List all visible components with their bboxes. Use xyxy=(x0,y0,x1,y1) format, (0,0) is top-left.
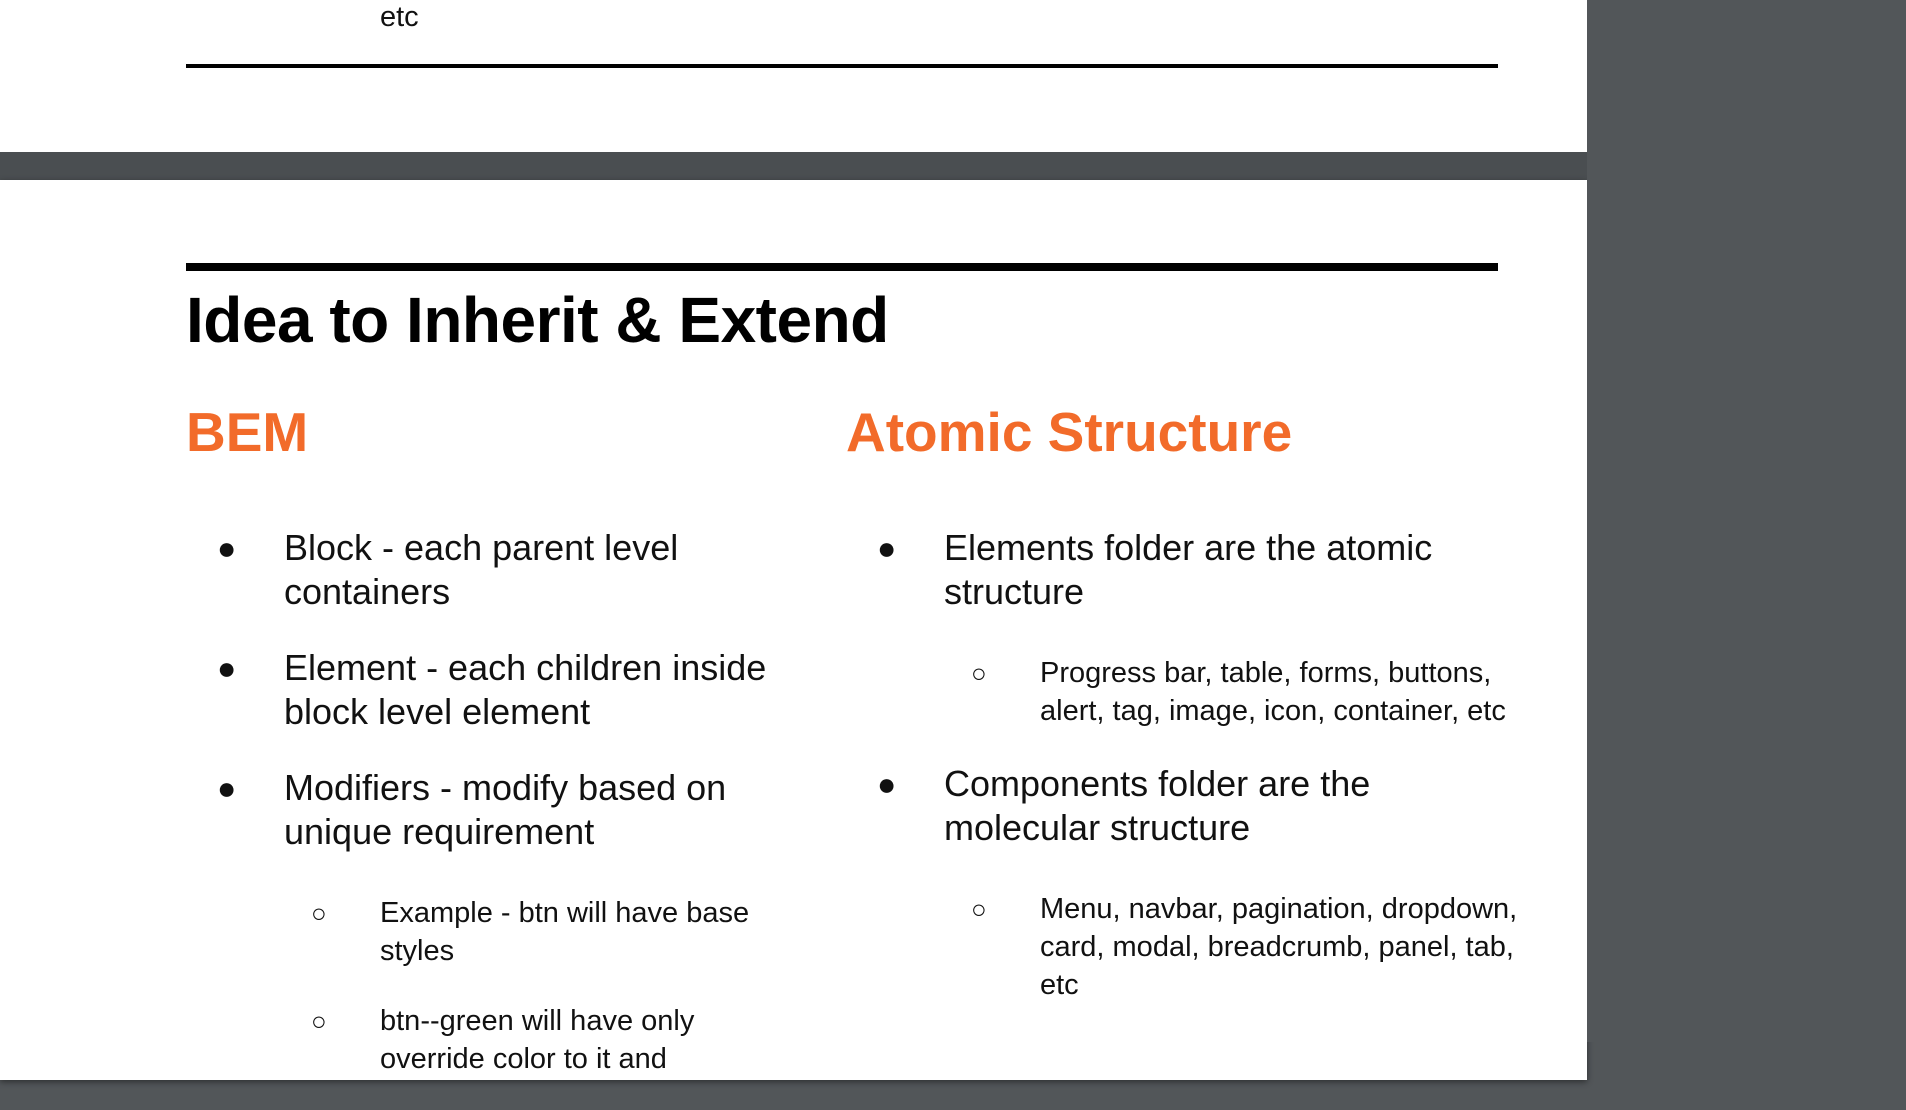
list-item-text: Modifiers - modify based on unique requirement xyxy=(284,767,727,852)
hollow-bullet-icon: ○ xyxy=(311,1006,327,1036)
list-item xyxy=(186,526,786,614)
sub-list-item xyxy=(942,890,1526,1004)
list-item xyxy=(186,646,786,734)
list-item xyxy=(846,526,1526,730)
hollow-bullet-icon: ○ xyxy=(311,898,327,928)
hollow-bullet-icon: ○ xyxy=(971,894,987,924)
bem-column xyxy=(186,400,786,1110)
sub-list-item xyxy=(942,654,1526,730)
list-item-text: Components folder are the molecular structure xyxy=(944,763,1371,848)
list-item-text: Element - each children inside block level element xyxy=(284,647,767,732)
bem-list xyxy=(186,526,786,1078)
sub-list-item-text: btn--green will have only override color to it and xyxy=(380,1005,695,1075)
sub-list-item-text: Progress bar, table, forms, buttons, alert, tag, image, icon, container, etc xyxy=(1040,657,1506,727)
sub-list-item xyxy=(282,894,786,970)
sub-list-item-text: Example - btn will have base styles xyxy=(380,897,750,967)
atomic-list xyxy=(846,526,1526,1004)
list-item xyxy=(846,762,1526,1004)
previous-page-text: etc xyxy=(380,1,419,33)
sub-list-item-text: Menu, navbar, pagination, dropdown, card, modal, breadcrumb, panel, tab, etc xyxy=(1040,893,1518,1001)
previous-page xyxy=(0,0,1587,152)
sub-list xyxy=(284,894,786,1078)
bullet-icon: ● xyxy=(217,650,237,686)
list-item-text: Block - each parent level containers xyxy=(284,527,679,612)
sub-list xyxy=(944,890,1526,1004)
viewer-background xyxy=(1587,0,1906,1042)
bullet-icon: ● xyxy=(217,530,237,566)
bem-heading: BEM xyxy=(186,401,309,463)
bullet-icon: ● xyxy=(877,530,897,566)
title-rule xyxy=(186,263,1498,271)
sub-list xyxy=(944,654,1526,730)
list-item xyxy=(186,766,786,1078)
sub-list-item xyxy=(282,1002,786,1078)
list-item-text: Elements folder are the atomic structure xyxy=(944,527,1433,612)
current-page xyxy=(0,180,1587,1080)
bullet-icon: ● xyxy=(877,766,897,802)
bullet-icon: ● xyxy=(217,770,237,806)
slide-title: Idea to Inherit & Extend xyxy=(186,284,889,356)
page-gap xyxy=(0,152,1587,180)
hollow-bullet-icon: ○ xyxy=(971,658,987,688)
horizontal-rule xyxy=(186,64,1498,68)
atomic-heading: Atomic Structure xyxy=(846,401,1293,463)
atomic-column xyxy=(846,400,1526,1036)
